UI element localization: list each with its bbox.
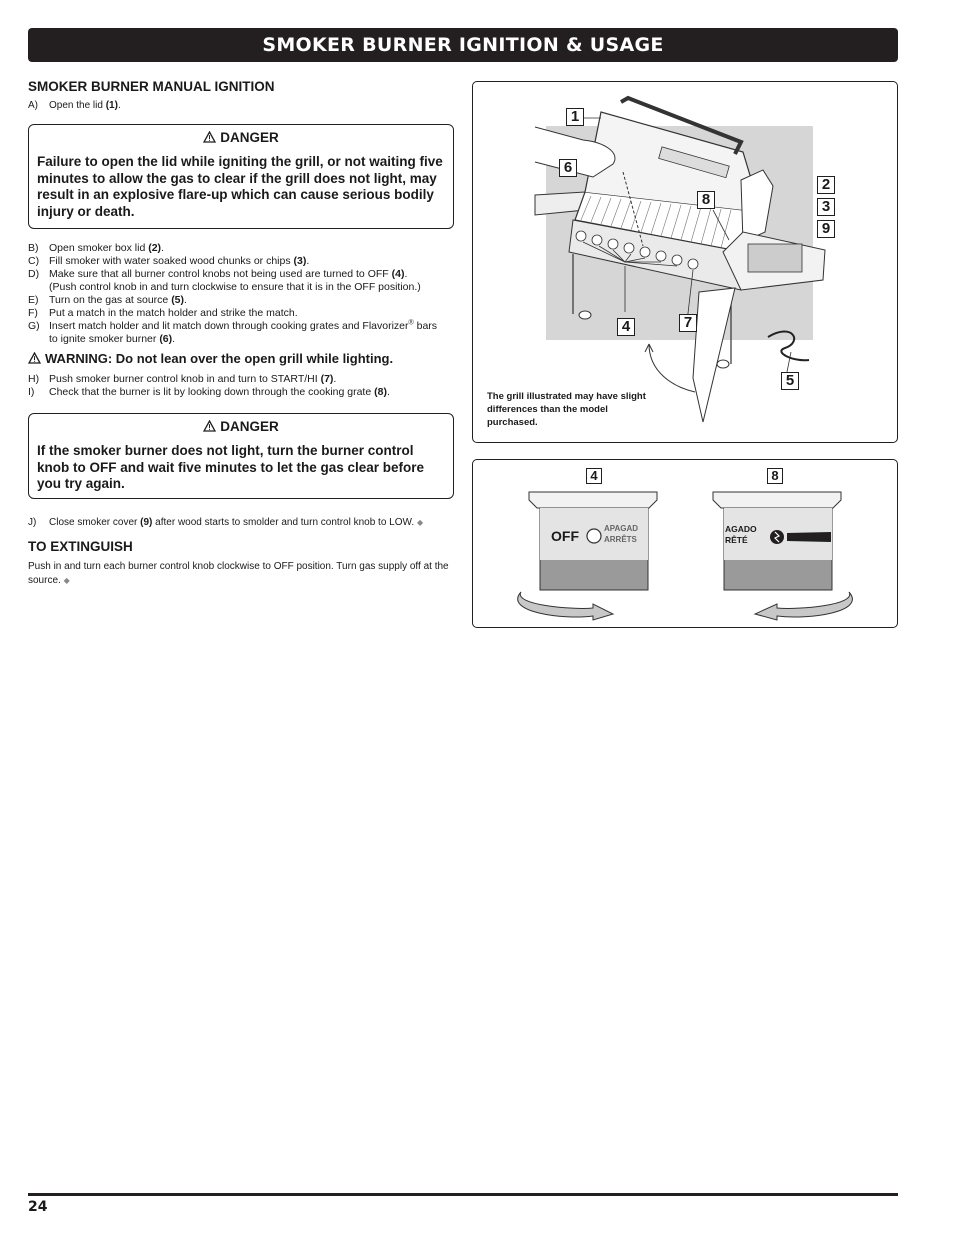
callout-4: 4 <box>617 318 635 336</box>
grill-figure <box>472 81 898 443</box>
end-diamond-icon: ◆ <box>416 518 424 527</box>
page-number: 24 <box>28 1199 48 1215</box>
page-title: SMOKER BURNER IGNITION & USAGE <box>262 34 664 56</box>
callout-7: 7 <box>679 314 697 332</box>
callout-8: 8 <box>767 468 783 484</box>
page-title-banner <box>28 28 898 62</box>
danger-title: DANGER <box>220 419 279 434</box>
grill-illustration <box>473 82 896 441</box>
step-h: H) Push smoker burner control knob in and turn to START/HI (7). <box>28 373 337 385</box>
callout-1: 1 <box>566 108 584 126</box>
ref-number: (1) <box>105 100 118 111</box>
callout-3: 3 <box>817 198 835 216</box>
step-b: B) Open smoker box lid (2). <box>28 242 164 254</box>
knob-off-graphic <box>518 492 657 620</box>
danger-box-lid <box>28 124 454 229</box>
step-j: J) Close smoker cover (9) after wood starts to smolder and turn control knob to LOW. ◆ <box>28 517 424 528</box>
step-f: F) Put a match in the match holder and strike the match. <box>28 307 298 319</box>
step-letter: A) <box>28 100 38 111</box>
knob-off-label: OFF <box>551 528 579 544</box>
knob-off-sublabel-2: ARRÊTS <box>604 535 637 544</box>
callout-6: 6 <box>559 159 577 177</box>
extinguish-heading: TO EXTINGUISH <box>28 539 133 554</box>
instructions-column <box>28 77 454 587</box>
callout-4: 4 <box>586 468 602 484</box>
callout-9: 9 <box>817 220 835 238</box>
knob-start-sublabel-1: AGADO <box>725 524 757 534</box>
knob-figure <box>472 459 898 628</box>
knob-off-sublabel-1: APAGAD <box>604 524 639 533</box>
callout-2: 2 <box>817 176 835 194</box>
step-e: E) Turn on the gas at source (5). <box>28 294 187 306</box>
danger-box-relight <box>28 413 454 499</box>
step-i: I) Check that the burner is lit by looking down through the cooking grate (8). <box>28 386 390 398</box>
extinguish-text: Push in and turn each burner control knob clockwise to OFF position. Turn gas supply off at the source. ◆ <box>28 561 449 586</box>
danger-title: DANGER <box>220 130 279 145</box>
knob-illustrations <box>473 460 896 626</box>
footer-rule <box>28 1193 898 1196</box>
step-g: G) Insert match holder and lit match down through cooking grates and Flavorizer® bars to ignite smoker burner (6). <box>28 319 438 345</box>
step-c: C) Fill smoker with water soaked wood chunks or chips (3). <box>28 255 310 267</box>
warning-triangle-icon <box>28 352 41 364</box>
knob-start-graphic <box>713 492 852 620</box>
manual-ignition-heading: SMOKER BURNER MANUAL IGNITION <box>28 79 275 94</box>
danger-text: If the smoker burner does not light, turn the burner control knob to OFF and wait five minutes to let the gas clear before you try again. <box>37 443 425 492</box>
figure-note: The grill illustrated may have slight differences than the model purchased. <box>487 391 646 428</box>
end-diamond-icon: ◆ <box>63 575 70 585</box>
callout-8: 8 <box>697 191 715 209</box>
warning-triangle-icon <box>203 131 216 143</box>
steps-b-to-g <box>28 242 454 346</box>
warning-line <box>28 351 454 366</box>
step-d: D) Make sure that all burner control knobs not being used are turned to OFF (4). (Push control knob in and turn clockwise to ensure that it is in the OFF position.) <box>28 268 421 293</box>
callout-5: 5 <box>781 372 799 390</box>
knob-start-sublabel-2: RÊTÉ <box>725 535 748 545</box>
danger-text: Failure to open the lid while igniting the grill, or not waiting five minutes to allow the gas to clear if the grill does not light, may result in an explosive flare-up which can cause serious bodily injury or death. <box>37 154 443 219</box>
warning-text: WARNING: Do not lean over the open grill while lighting. <box>45 351 394 366</box>
step-a: A) Open the lid (1). <box>28 100 121 111</box>
warning-triangle-icon <box>203 420 216 432</box>
